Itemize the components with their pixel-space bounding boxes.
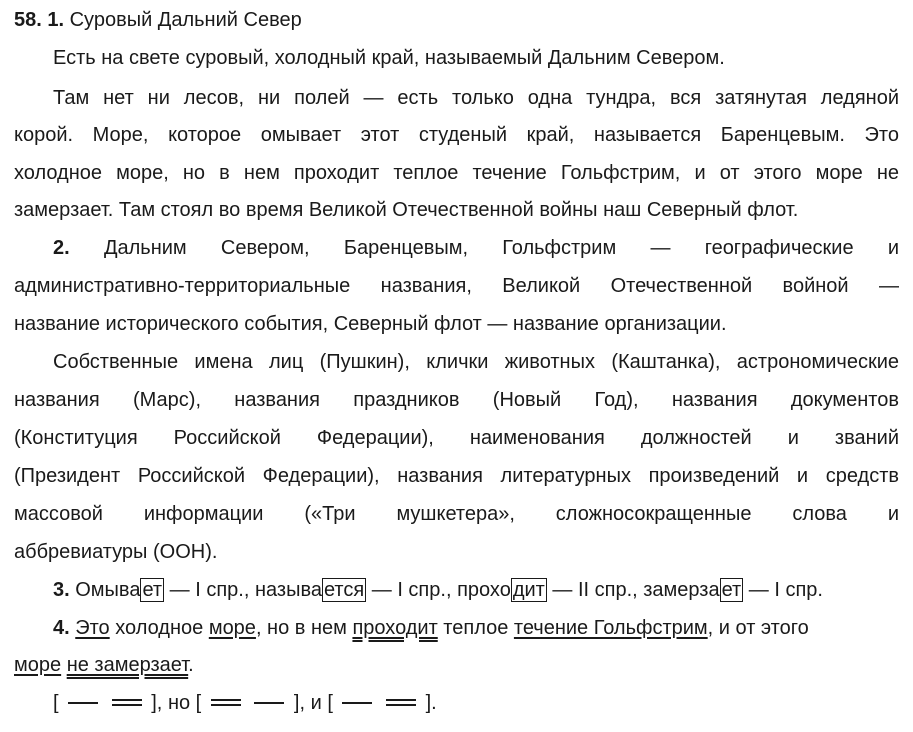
text-line: (Конституция Российской Федерации), наименования должностей и званий <box>14 427 899 449</box>
task-number: 3. <box>53 579 70 601</box>
subject-underline: течение Гольфстрим <box>513 617 708 639</box>
subject-symbol <box>342 702 372 704</box>
predicate-underline: проходит <box>352 617 438 639</box>
plain-text: , и от этого <box>707 617 809 639</box>
text-title: Суровый Дальний Север <box>69 9 302 31</box>
text-line: массовой информации («Три мушкетера», сложносокращенные слова и <box>14 503 899 525</box>
text-line: административно-территориальные названия, Великой Отечественной войной — <box>14 275 899 297</box>
subject-symbol <box>68 702 98 704</box>
bracket: ]. <box>425 692 437 714</box>
subject-symbol <box>254 702 284 704</box>
task2-text: Дальним Севером, Баренцевым, Гольфстрим — географические и <box>103 237 899 259</box>
conjugation-note: — I спр. <box>743 579 823 601</box>
verb-ending-box: ет <box>142 579 163 601</box>
conjugation-note: — I спр., <box>164 579 255 601</box>
plain-text: . <box>188 654 194 676</box>
subject-underline: Это <box>75 617 110 639</box>
verb-stem: Омыва <box>75 579 141 601</box>
sentence-scheme <box>53 689 899 717</box>
subject-underline: море <box>208 617 256 639</box>
text-line: холодное море, но в нем проходит теплое течение Гольфстрим, и от этого море не <box>14 162 899 184</box>
bracket: [ <box>53 692 59 714</box>
verb-stem: замерза <box>643 579 720 601</box>
text-line: названия (Марс), названия праздников (Новый Год), названия документов <box>14 389 899 411</box>
exercise-number: 58. 1. <box>14 9 65 31</box>
task4-line <box>53 614 899 642</box>
header-line <box>14 6 899 34</box>
task3-line <box>53 576 899 604</box>
task4-line-2 <box>14 651 899 679</box>
verb-stem: прохо <box>457 579 511 601</box>
verb-ending-box: дит <box>512 579 545 601</box>
text-line: название исторического события, Северный флот — название организации. <box>14 313 727 335</box>
subject-underline: море <box>14 654 62 676</box>
text-line: Собственные имена лиц (Пушкин), клички животных (Каштанка), астрономические <box>53 351 899 373</box>
predicate-underline: не замерзает <box>66 654 189 676</box>
plain-text: теплое <box>437 617 514 639</box>
bracket: [ <box>195 692 202 714</box>
conjunction: но <box>167 692 191 714</box>
plain-text: холодное <box>109 617 209 639</box>
verb-ending-box: ет <box>721 579 742 601</box>
text-line: корой. Море, которое омывает этот студеный край, называется Баренцевым. Это <box>14 124 899 146</box>
text-line: замерзает. Там стоял во время Великой Отечественной войны наш Северный флот. <box>14 199 799 221</box>
predicate-symbol <box>386 699 416 706</box>
conjugation-note: — II спр., <box>546 579 644 601</box>
text-line: аббревиатуры (ООН). <box>14 541 218 563</box>
conjunction: и <box>310 692 322 714</box>
text-line: Там нет ни лесов, ни полей — есть только одна тундра, вся затянутая ледяной <box>53 87 899 109</box>
bracket: ], <box>293 692 306 714</box>
bracket: ], <box>151 692 163 714</box>
task-number: 2. <box>53 237 70 259</box>
plain-text: , но в нем <box>255 617 353 639</box>
task-number: 4. <box>53 617 70 639</box>
verb-ending-box: ется <box>323 579 365 601</box>
text-line: (Президент Российской Федерации), названия литературных произведений и средств <box>14 465 899 487</box>
verb-stem: называ <box>254 579 322 601</box>
task2-line <box>53 234 899 262</box>
predicate-symbol <box>211 699 241 706</box>
bracket: [ <box>327 692 333 714</box>
conjugation-note: — I спр., <box>366 579 458 601</box>
predicate-symbol <box>112 699 142 706</box>
paragraph-1: Есть на свете суровый, холодный край, называемый Дальним Севером. <box>53 47 725 69</box>
